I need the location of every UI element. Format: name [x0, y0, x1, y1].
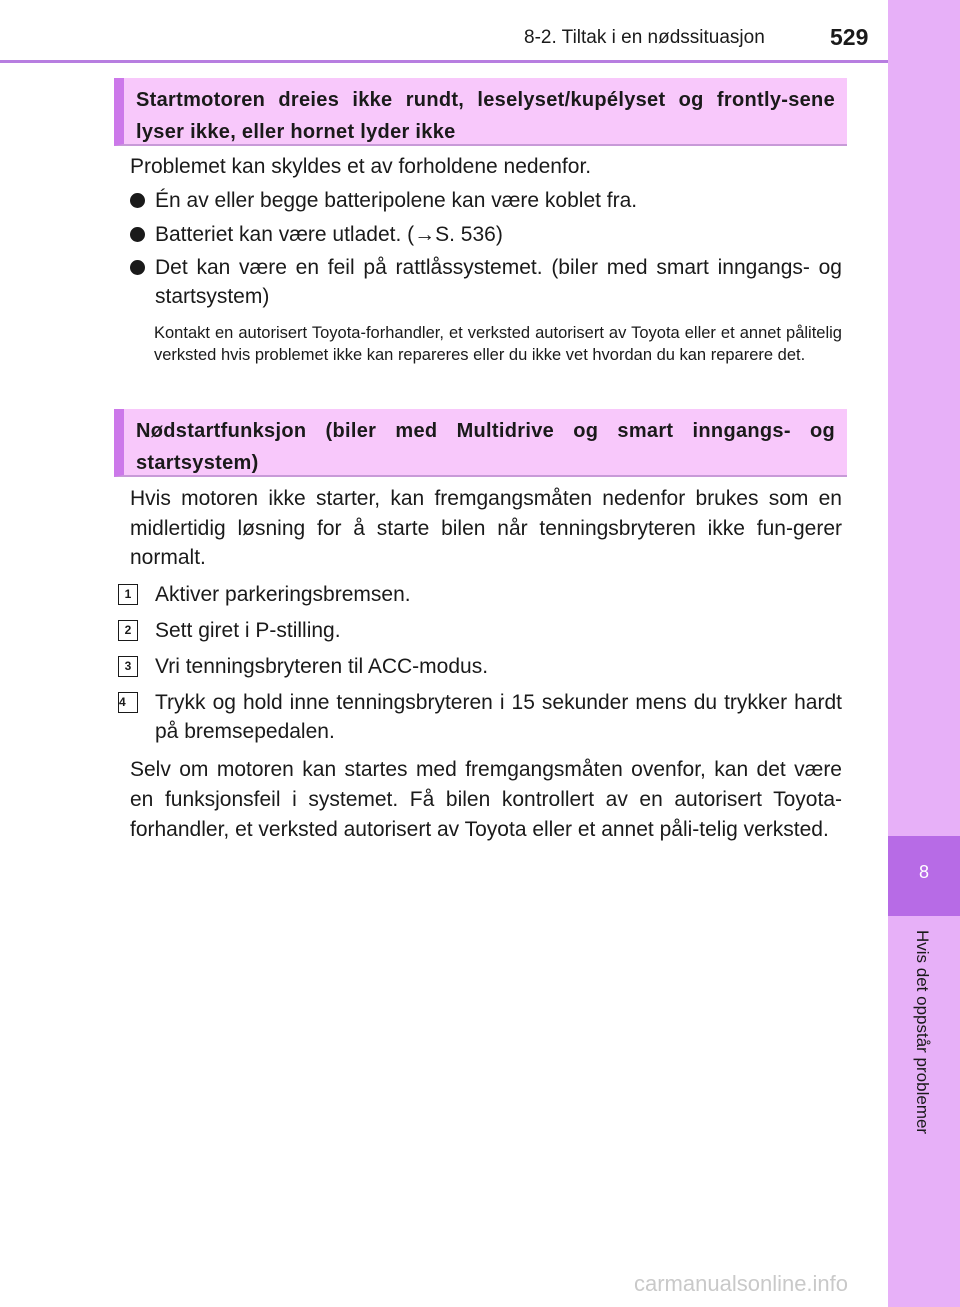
bullet-item	[130, 220, 842, 249]
section-heading-emergency-start: Nødstartfunksjon (biler med Multidrive og smart inngangs- og startsystem)	[114, 409, 847, 477]
section2-closing: Selv om motoren kan startes med fremgangsmåten ovenfor, kan det være en funksjonsfeil i systemet. Få bilen kontrollert av en autorisert Toyota-forhandler, et verksted autorisert av Toyota eller et annet påli-telig verksted.	[130, 758, 842, 841]
header-rule	[0, 60, 888, 63]
step-number: 3	[118, 656, 138, 677]
header-section-title: 8-2. Tiltak i en nødssituasjon	[524, 27, 765, 48]
bullet-item	[130, 186, 842, 215]
section2-intro: Hvis motoren ikke starter, kan fremgangsmåten nedenfor brukes som en midlertidig løsning for å starte bilen når tenningsbryteren ikke fun-gerer normalt.	[130, 487, 842, 569]
section1-note: Kontakt en autorisert Toyota-forhandler, et verksted autorisert av Toyota eller et annet pålitelig verksted hvis problemet ikke kan repareres eller du ikke vet hvordan du kan reparere det.	[154, 324, 842, 364]
step-text: Sett giret i P-stilling.	[155, 619, 341, 642]
step-text: Aktiver parkeringsbremsen.	[155, 583, 411, 606]
step-item	[118, 616, 842, 645]
bullet-dot-icon	[130, 193, 145, 208]
step-number: 1	[118, 584, 138, 605]
chapter-number: 8	[918, 862, 929, 882]
step-item	[118, 580, 842, 609]
bullet-dot-icon	[130, 260, 145, 275]
bullet-text: Én av eller begge batteripolene kan være koblet fra.	[155, 189, 638, 212]
bullet-item	[130, 253, 842, 311]
step-text: Trykk og hold inne tenningsbryteren i 15 sekunder mens du trykker hardt på bremsepedalen.	[155, 691, 842, 743]
bullet-dot-icon	[130, 227, 145, 242]
section-heading-starter: Startmotoren dreies ikke rundt, leselyset/kupélyset og frontly-sene lyser ikke, eller hornet lyder ikke	[114, 78, 847, 146]
bullet-text: Det kan være en feil på rattlåssystemet. (biler med smart inngangs- og startsystem)	[155, 256, 842, 308]
chapter-title: Hvis det oppstår problemer	[913, 930, 932, 1135]
watermark: carmanualsonline.info	[634, 1271, 849, 1296]
step-number: 2	[118, 620, 138, 641]
step-number: 4	[118, 692, 138, 713]
section1-intro: Problemet kan skyldes et av forholdene nedenfor.	[130, 155, 592, 178]
page-number: 529	[830, 24, 869, 50]
step-item	[118, 652, 842, 681]
step-item	[118, 688, 842, 746]
bullet-text: Batteriet kan være utladet. (→S. 536)	[155, 223, 503, 246]
step-text: Vri tenningsbryteren til ACC-modus.	[155, 655, 489, 678]
